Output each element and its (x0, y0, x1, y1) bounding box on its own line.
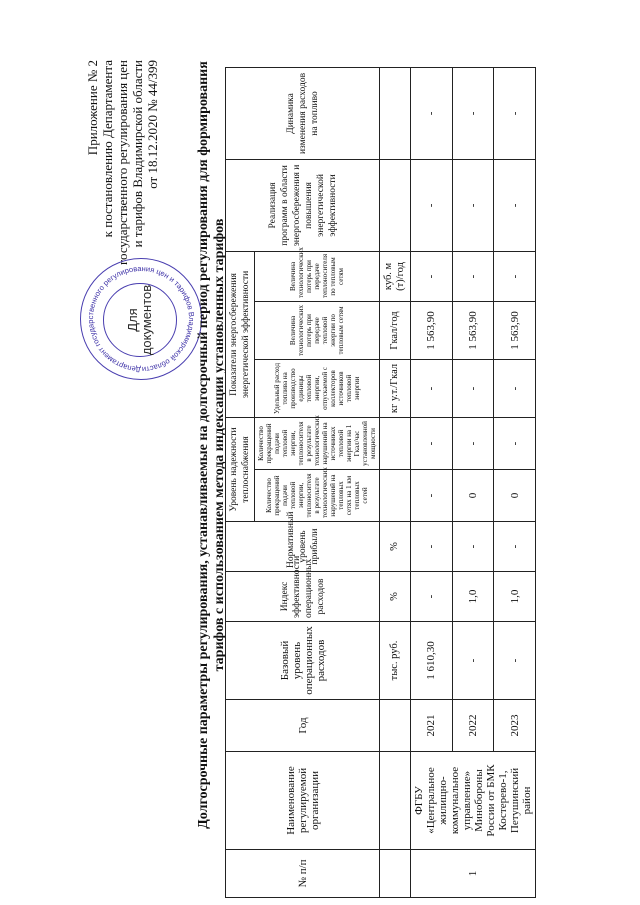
stamp-center (103, 283, 177, 357)
row-reliability-sources: - (494, 417, 536, 469)
unit-fuel-rate: кг у.т./Гкал (380, 359, 411, 417)
stamp-center-text: Для документов (125, 284, 154, 356)
row-year: 2021 (411, 700, 453, 752)
row-carrier-loss: - (494, 251, 536, 301)
appendix-line-5: от 18.12.2020 № 44/399 (145, 60, 160, 189)
row-program: - (411, 159, 453, 251)
header-reliability-sources: Количество прекращений подачи тепловой энергии, теплоносителя в результате технологических нарушений на источниках тепловой энергии на 1 Гкал/час установленной мощности (255, 417, 380, 469)
row-profit-level: - (452, 522, 494, 572)
row-fuel-rate: - (494, 359, 536, 417)
title-line-1: Долгосрочные параметры регулирования, устанавливаемые на долгосрочный период регулирования для формирования (196, 61, 211, 829)
appendix-line-1: Приложение № 2 (85, 60, 100, 156)
row-heat-loss: 1 563,90 (494, 301, 536, 359)
header-num: № п/п (226, 850, 380, 898)
row-fuel-rate: - (411, 359, 453, 417)
header-row-1 (226, 67, 255, 897)
row-fuel: - (411, 67, 453, 159)
header-heat-loss: Величина технологических потерь при передаче тепловой энергии по тепловым сетям (255, 301, 380, 359)
unit-efficiency-index: % (380, 572, 411, 622)
row-base-level: - (452, 622, 494, 700)
row-program: - (452, 159, 494, 251)
unit-carrier-loss: куб. м (т)/год (380, 251, 411, 301)
header-reliability-networks: Количество прекращений подачи тепловой энергии, теплоносителя в результате технологических нарушений на тепловых сетях на 1 км тепловых сетей (255, 470, 380, 522)
header-carrier-loss: Величина технологических потерь при передаче теплоносителя по тепловым сетям (255, 251, 380, 301)
org-number: 1 (411, 850, 536, 898)
document-title (196, 55, 228, 835)
row-efficiency-index: 1,0 (452, 572, 494, 622)
row-reliability-networks: - (411, 470, 453, 522)
header-fuel-rate: Удельный расход топлива на производство единицы тепловой энергии, отпускаемой с коллекторов источников тепловой энергии (255, 359, 380, 417)
row-year: 2022 (452, 700, 494, 752)
official-stamp (80, 258, 202, 380)
units-row (380, 67, 411, 897)
row-profit-level: - (494, 522, 536, 572)
row-reliability-sources: - (411, 417, 453, 469)
row-carrier-loss: - (452, 251, 494, 301)
unit-base-level: тыс. руб. (380, 622, 411, 700)
title-line-2: тарифов с использованием метода индексации установленных тарифов (212, 218, 227, 672)
org-name: ФГБУ «Центральное жилищно-коммунальное управление» Минобороны России от БМК Костерево-1, Петушинский район (411, 752, 536, 850)
row-fuel: - (494, 67, 536, 159)
row-fuel: - (452, 67, 494, 159)
stamp-ring-text: Департамент государственного регулирования цен и тарифов Владимирской области (85, 263, 197, 375)
row-carrier-loss: - (411, 251, 453, 301)
header-profit-level: Нормативный уровень прибыли (226, 522, 380, 572)
header-program: Реализация программ в области энергосбережения и повышения энергетической эффективности (226, 159, 380, 251)
row-base-level: 1 610,30 (411, 622, 453, 700)
table-row (411, 67, 453, 897)
unit-heat-loss: Гкал/год (380, 301, 411, 359)
row-reliability-sources: - (452, 417, 494, 469)
header-efficiency-index: Индекс эффективности операционных расходов (226, 572, 380, 622)
row-heat-loss: 1 563,90 (452, 301, 494, 359)
row-efficiency-index: 1,0 (494, 572, 536, 622)
row-profit-level: - (411, 522, 453, 572)
row-reliability-networks: 0 (452, 470, 494, 522)
row-base-level: - (494, 622, 536, 700)
row-fuel-rate: - (452, 359, 494, 417)
row-program: - (494, 159, 536, 251)
header-org: Наименование регулируемой организации (226, 752, 380, 850)
row-reliability-networks: 0 (494, 470, 536, 522)
header-base-level: Базовый уровень операционных расходов (226, 622, 380, 700)
header-fuel: Динамика изменения расходов на топливо (226, 67, 380, 159)
appendix-line-3: государственного регулирования цен (115, 60, 130, 265)
row-heat-loss: 1 563,90 (411, 301, 453, 359)
appendix-line-4: и тарифов Владимирской области (130, 60, 145, 248)
parameters-table (225, 67, 536, 898)
header-energy: Показатели энергосбережения энергетической эффективности (226, 251, 255, 417)
row-year: 2023 (494, 700, 536, 752)
unit-profit-level: % (380, 522, 411, 572)
header-year: Год (226, 700, 380, 752)
appendix-line-2: к постановлению Департамента (100, 60, 115, 238)
header-reliability: Уровень надежности теплоснабжения (226, 417, 255, 521)
row-efficiency-index: - (411, 572, 453, 622)
